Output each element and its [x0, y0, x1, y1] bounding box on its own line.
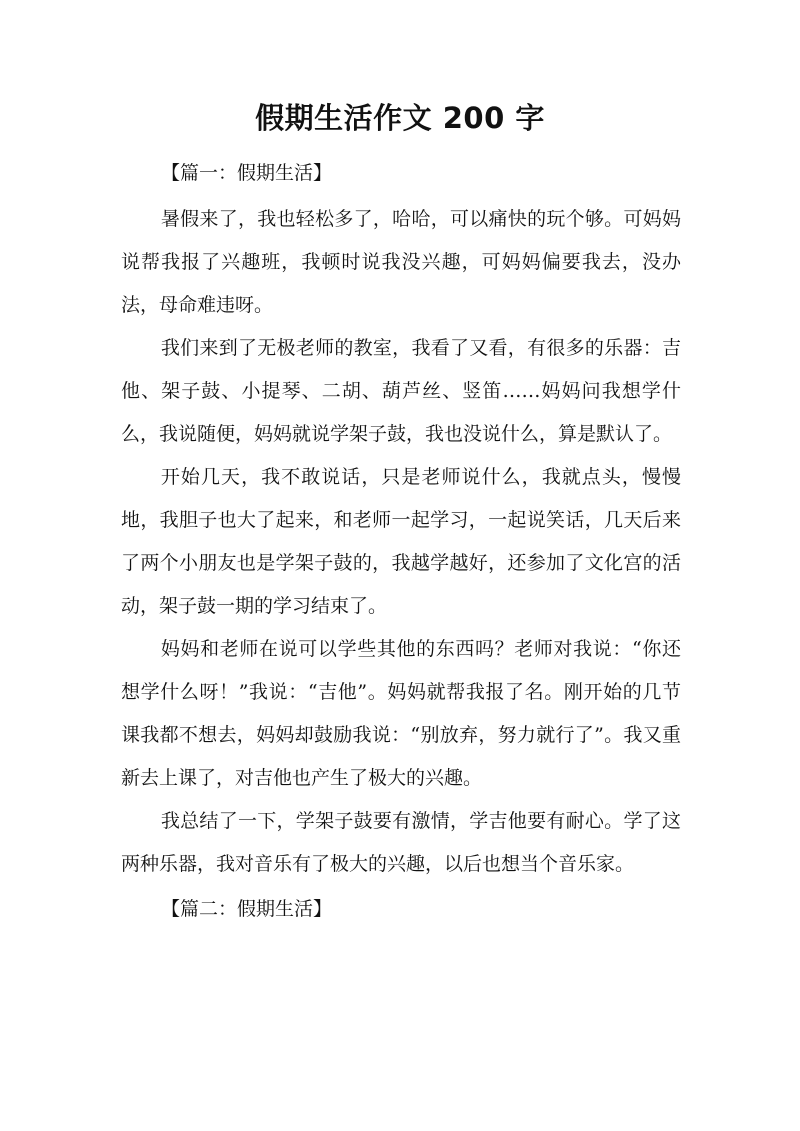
section-1: [121, 150, 681, 886]
section-heading: 【篇二：假期生活】: [161, 898, 333, 920]
paragraph: 开始几天，我不敢说话，只是老师说什么，我就点头，慢慢地，我胆子也大了起来，和老师一起学习，一起说笑话，几天后来了两个小朋友也是学架子鼓的，我越学越好，还参加了文化宫的活动，架子鼓一期的学习结束了。: [121, 466, 681, 617]
document-body: [121, 150, 681, 932]
section-2: [121, 886, 681, 932]
paragraph: 妈妈和老师在说可以学些其他的东西吗？老师对我说：“你还想学什么呀！”我说：“吉他”。妈妈就帮我报了名。刚开始的几节课我都不想去，妈妈却鼓励我说：“别放弃，努力就行了”。我又重新去上课了，对吉他也产生了极大的兴趣。: [121, 638, 681, 789]
document-title: 假期生活作文 200 字: [255, 101, 545, 135]
paragraph: 我们来到了无极老师的教室，我看了又看，有很多的乐器：吉他、架子鼓、小提琴、二胡、葫芦丝、竖笛……妈妈问我想学什么，我说随便，妈妈就说学架子鼓，我也没说什么，算是默认了。: [121, 337, 681, 445]
section-heading: 【篇一：假期生活】: [161, 162, 333, 184]
paragraph: 我总结了一下，学架子鼓要有激情，学吉他要有耐心。学了这两种乐器，我对音乐有了极大的兴趣，以后也想当个音乐家。: [121, 810, 681, 875]
paragraph: 暑假来了，我也轻松多了，哈哈，可以痛快的玩个够。可妈妈说帮我报了兴趣班，我顿时说我没兴趣，可妈妈偏要我去，没办法，母命难违呀。: [121, 208, 681, 316]
